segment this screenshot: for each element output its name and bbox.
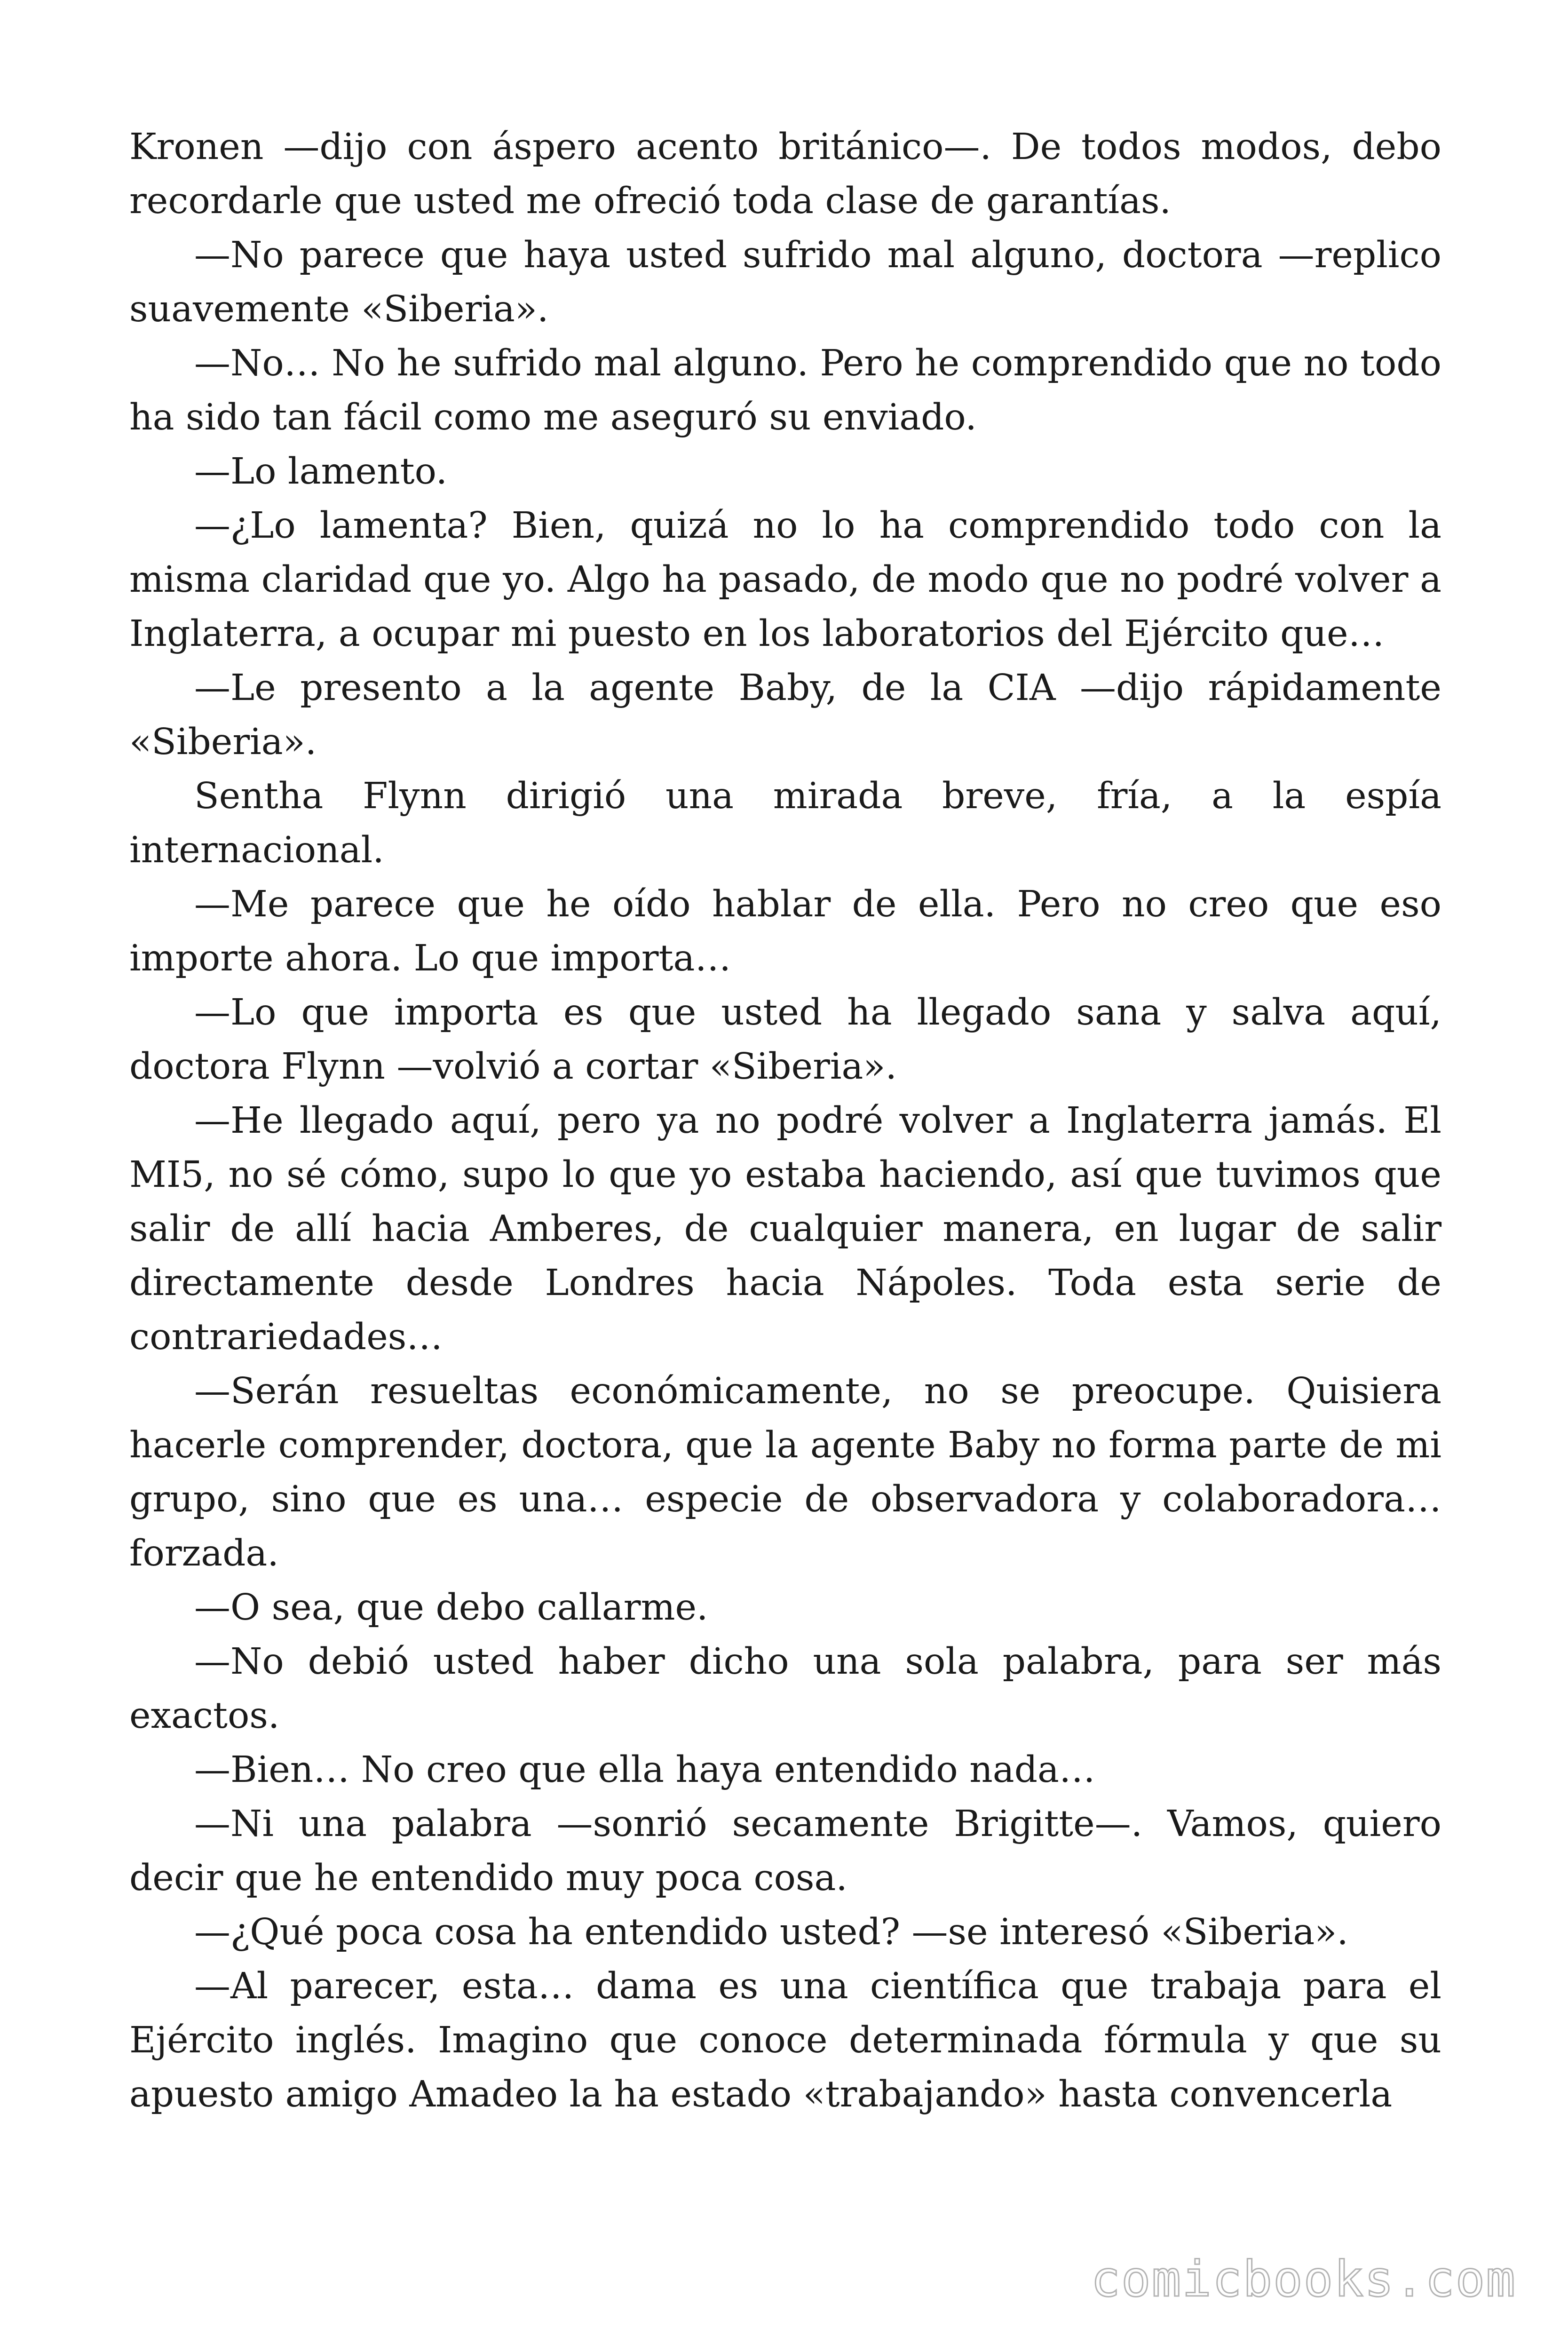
paragraph: —O sea, que debo callarme. [194,1587,708,1629]
paragraph: —Le presento a la agente Baby, de la CIA —dijo rápidamente «Siberia». [129,667,1441,763]
paragraph: —¿Lo lamenta? Bien, quizá no lo ha comprendido todo con la misma claridad que yo. Algo ha pasado, de modo que no podré volver a Inglaterra, a ocupar mi puesto en los laboratorios del Ejército que… [129,505,1441,655]
paragraph: —No debió usted haber dicho una sola palabra, para ser más exactos. [129,1641,1441,1737]
paragraph: —No parece que haya usted sufrido mal alguno, doctora —replico suavemente «Siberia». [129,234,1441,330]
paragraph: Kronen —dijo con áspero acento británico—. De todos modos, debo recordarle que usted me ofreció toda clase de garantías. [129,126,1441,222]
paragraph: —Al parecer, esta… dama es una científica que trabaja para el Ejército inglés. Imagino que conoce determinada fórmula y que su apuesto amigo Amadeo la ha estado «trabajando» hasta convencerla [129,1965,1441,2115]
paragraph: —Bien… No creo que ella haya entendido nada… [194,1749,1095,1791]
paragraph: —Lo que importa es que usted ha llegado sana y salva aquí, doctora Flynn —volvió a cortar «Siberia». [129,992,1441,1088]
paragraph: —Ni una palabra —sonrió secamente Brigitte—. Vamos, quiero decir que he entendido muy poca cosa. [129,1803,1441,1899]
paragraph: —No… No he sufrido mal alguno. Pero he comprendido que no todo ha sido tan fácil como me aseguró su enviado. [129,342,1441,438]
watermark: comicbooks.com [1091,2250,1516,2308]
paragraph: Sentha Flynn dirigió una mirada breve, fría, a la espía internacional. [129,775,1441,871]
paragraph: —He llegado aquí, pero ya no podré volver a Inglaterra jamás. El MI5, no sé cómo, supo lo que yo estaba haciendo, así que tuvimos que salir de allí hacia Amberes, de cualquier manera, en lugar de salir directamente desde Londres hacia Nápoles. Toda esta serie de contrariedades… [129,1100,1441,1358]
paragraph: —Lo lamento. [194,451,448,493]
paragraph: —Serán resueltas económicamente, no se preocupe. Quisiera hacerle comprender, doctora, que la agente Baby no forma parte de mi grupo, sino que es una… especie de observadora y colaboradora… forzada. [129,1370,1441,1574]
paragraph: —¿Qué poca cosa ha entendido usted? —se interesó «Siberia». [194,1911,1348,1953]
page-body [129,120,1441,2122]
paragraph: —Me parece que he oído hablar de ella. Pero no creo que eso importe ahora. Lo que importa… [129,883,1441,979]
